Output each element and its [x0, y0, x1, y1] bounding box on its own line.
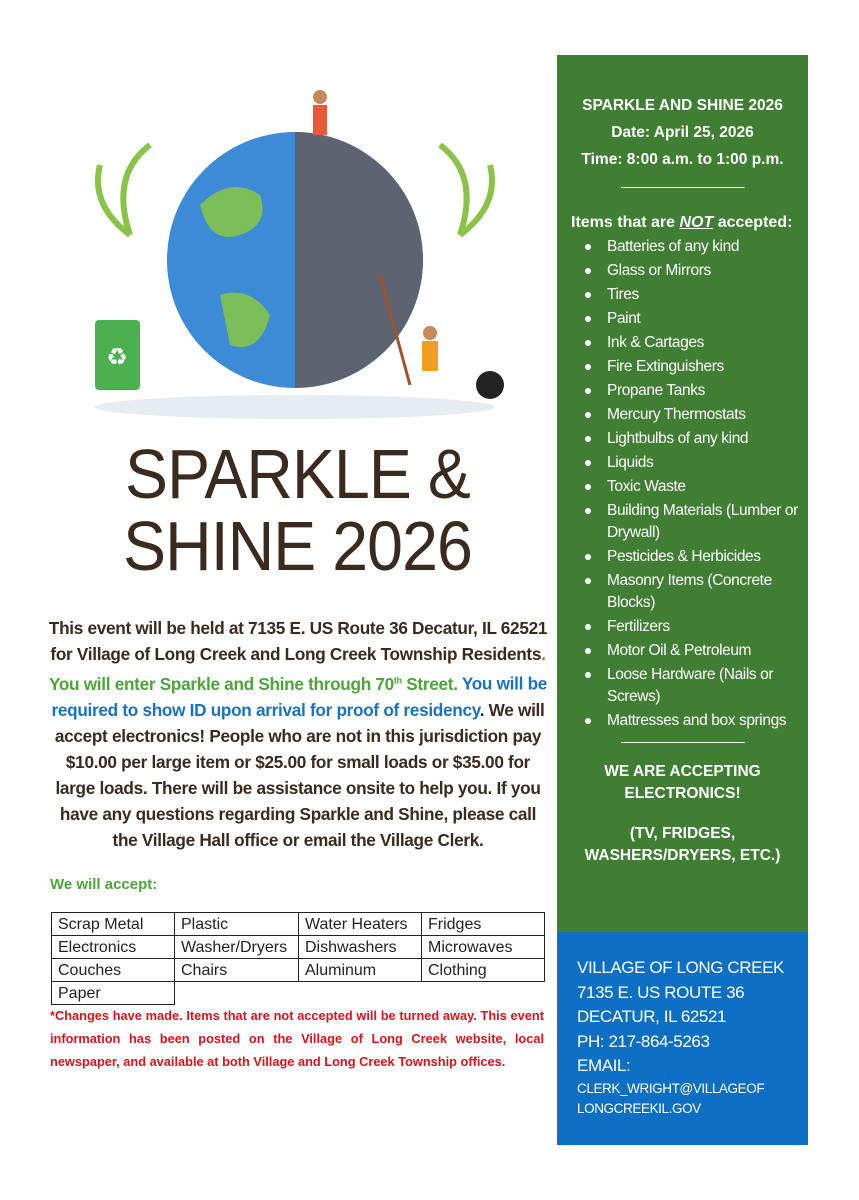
not-post: accepted: [713, 214, 793, 231]
contact-panel [557, 932, 808, 1145]
not-accepted-item: Liquids [607, 452, 804, 474]
electronics-notice: WE ARE ACCEPTING ELECTRONICS! [604, 763, 761, 802]
not-accepted-item: Fertilizers [607, 616, 804, 638]
desc-id-requirement: You will be required to show ID upon arrival for proof of residency [51, 673, 548, 720]
table-row [52, 913, 545, 936]
accepted-item: Washer/Dryers [175, 936, 299, 959]
contact-name: VILLAGE OF LONG CREEK [577, 958, 784, 977]
title-line-2: SHINE 2026 [123, 507, 472, 585]
event-description [48, 615, 548, 853]
contact-email-label: EMAIL: [577, 1056, 631, 1075]
not-accepted-item: Motor Oil & Petroleum [607, 640, 804, 662]
desc-street: Street. [401, 673, 458, 694]
empty-cell [422, 982, 545, 1005]
not-pre: Items that are [571, 214, 680, 231]
event-name: SPARKLE AND SHINE 2026 [582, 97, 783, 114]
event-info-panel [557, 55, 808, 932]
table-row [52, 959, 545, 982]
accepted-item: Plastic [175, 913, 299, 936]
not-accepted-item: Lightbulbs of any kind [607, 428, 804, 450]
accepted-item: Electronics [52, 936, 175, 959]
electronics-examples: (TV, FRIDGES, WASHERS/DRYERS, ETC.) [584, 825, 781, 864]
accepted-items-table [51, 912, 545, 1005]
event-date: Date: April 25, 2026 [611, 124, 754, 141]
accepted-item: Aluminum [299, 959, 422, 982]
table-row [52, 936, 545, 959]
accepted-item: Microwaves [422, 936, 545, 959]
not-accepted-item: Mattresses and box springs [607, 710, 804, 732]
accepted-item: Water Heaters [299, 913, 422, 936]
contact-email-2: LONGCREEKIL.GOV [577, 1100, 701, 1116]
changes-note: *Changes have made. Items that are not accepted will be turned away. This event information has been posted on the Village of Long Creek website, local newspaper, and available at both Village and Long Creek Township offices. [50, 1008, 544, 1069]
empty-cell [299, 982, 422, 1005]
event-time: Time: 8:00 a.m. to 1:00 p.m. [581, 151, 784, 168]
accepted-item: Fridges [422, 913, 545, 936]
not-accepted-item: Glass or Mirrors [607, 260, 804, 282]
not-accepted-item: Masonry Items (Concrete Blocks) [607, 570, 804, 614]
desc-details: . We will accept electronics! People who are not in this jurisdiction pay $10.00 per large item or $25.00 for small loads or $35.00 for large loads. There will be assistance onsite to help you. If you have any questions regarding Sparkle and Shine, please call the Village Hall office or email the Village Clerk. [54, 699, 545, 850]
accepted-item: Paper [52, 982, 175, 1005]
not-accepted-item: Propane Tanks [607, 380, 804, 402]
divider [621, 187, 745, 188]
empty-cell [175, 982, 299, 1005]
not-accepted-item: Mercury Thermostats [607, 404, 804, 426]
accepted-item: Scrap Metal [52, 913, 175, 936]
not-accepted-item: Loose Hardware (Nails or Screws) [607, 664, 804, 708]
not-accepted-item: Ink & Cartages [607, 332, 804, 354]
accepted-item: Chairs [175, 959, 299, 982]
not-accepted-list [557, 236, 808, 732]
accepted-item: Couches [52, 959, 175, 982]
divider [621, 742, 745, 743]
not-accepted-item: Batteries of any kind [607, 236, 804, 258]
svg-text:♻: ♻ [106, 344, 128, 371]
flyer-title [61, 435, 535, 585]
contact-phone: PH: 217-864-5263 [577, 1031, 710, 1051]
not-accepted-item: Building Materials (Lumber or Drywall) [607, 500, 804, 544]
contact-email-1: CLERK_WRIGHT@VILLAGEOF [577, 1080, 765, 1096]
contact-address-2: DECATUR, IL 62521 [577, 1007, 727, 1026]
accepted-item: Dishwashers [299, 936, 422, 959]
table-row [52, 982, 545, 1005]
not-accepted-item: Toxic Waste [607, 476, 804, 498]
contact-address-1: 7135 E. US ROUTE 36 [577, 982, 745, 1002]
not-accepted-item: Paint [607, 308, 804, 330]
desc-entrance-text: . You will enter Sparkle and Shine through 70 [48, 644, 546, 694]
accepted-item: Clothing [422, 959, 545, 982]
not-accepted-item: Fire Extinguishers [607, 356, 804, 378]
not-accepted-item: Tires [607, 284, 804, 306]
desc-location: This event will be held at 7135 E. US Route 36 Decatur, IL 62521 for Village of Long Creek and Long Creek Township Residents [48, 618, 548, 664]
title-line-1: SPARKLE & [125, 435, 470, 513]
not-accepted-heading [571, 214, 808, 232]
not-accepted-item: Pesticides & Herbicides [607, 546, 804, 568]
desc-sup: th [393, 675, 402, 685]
not-word: NOT [679, 214, 714, 231]
accept-label: We will accept: [50, 876, 158, 893]
cleanup-globe-illustration [70, 85, 520, 425]
